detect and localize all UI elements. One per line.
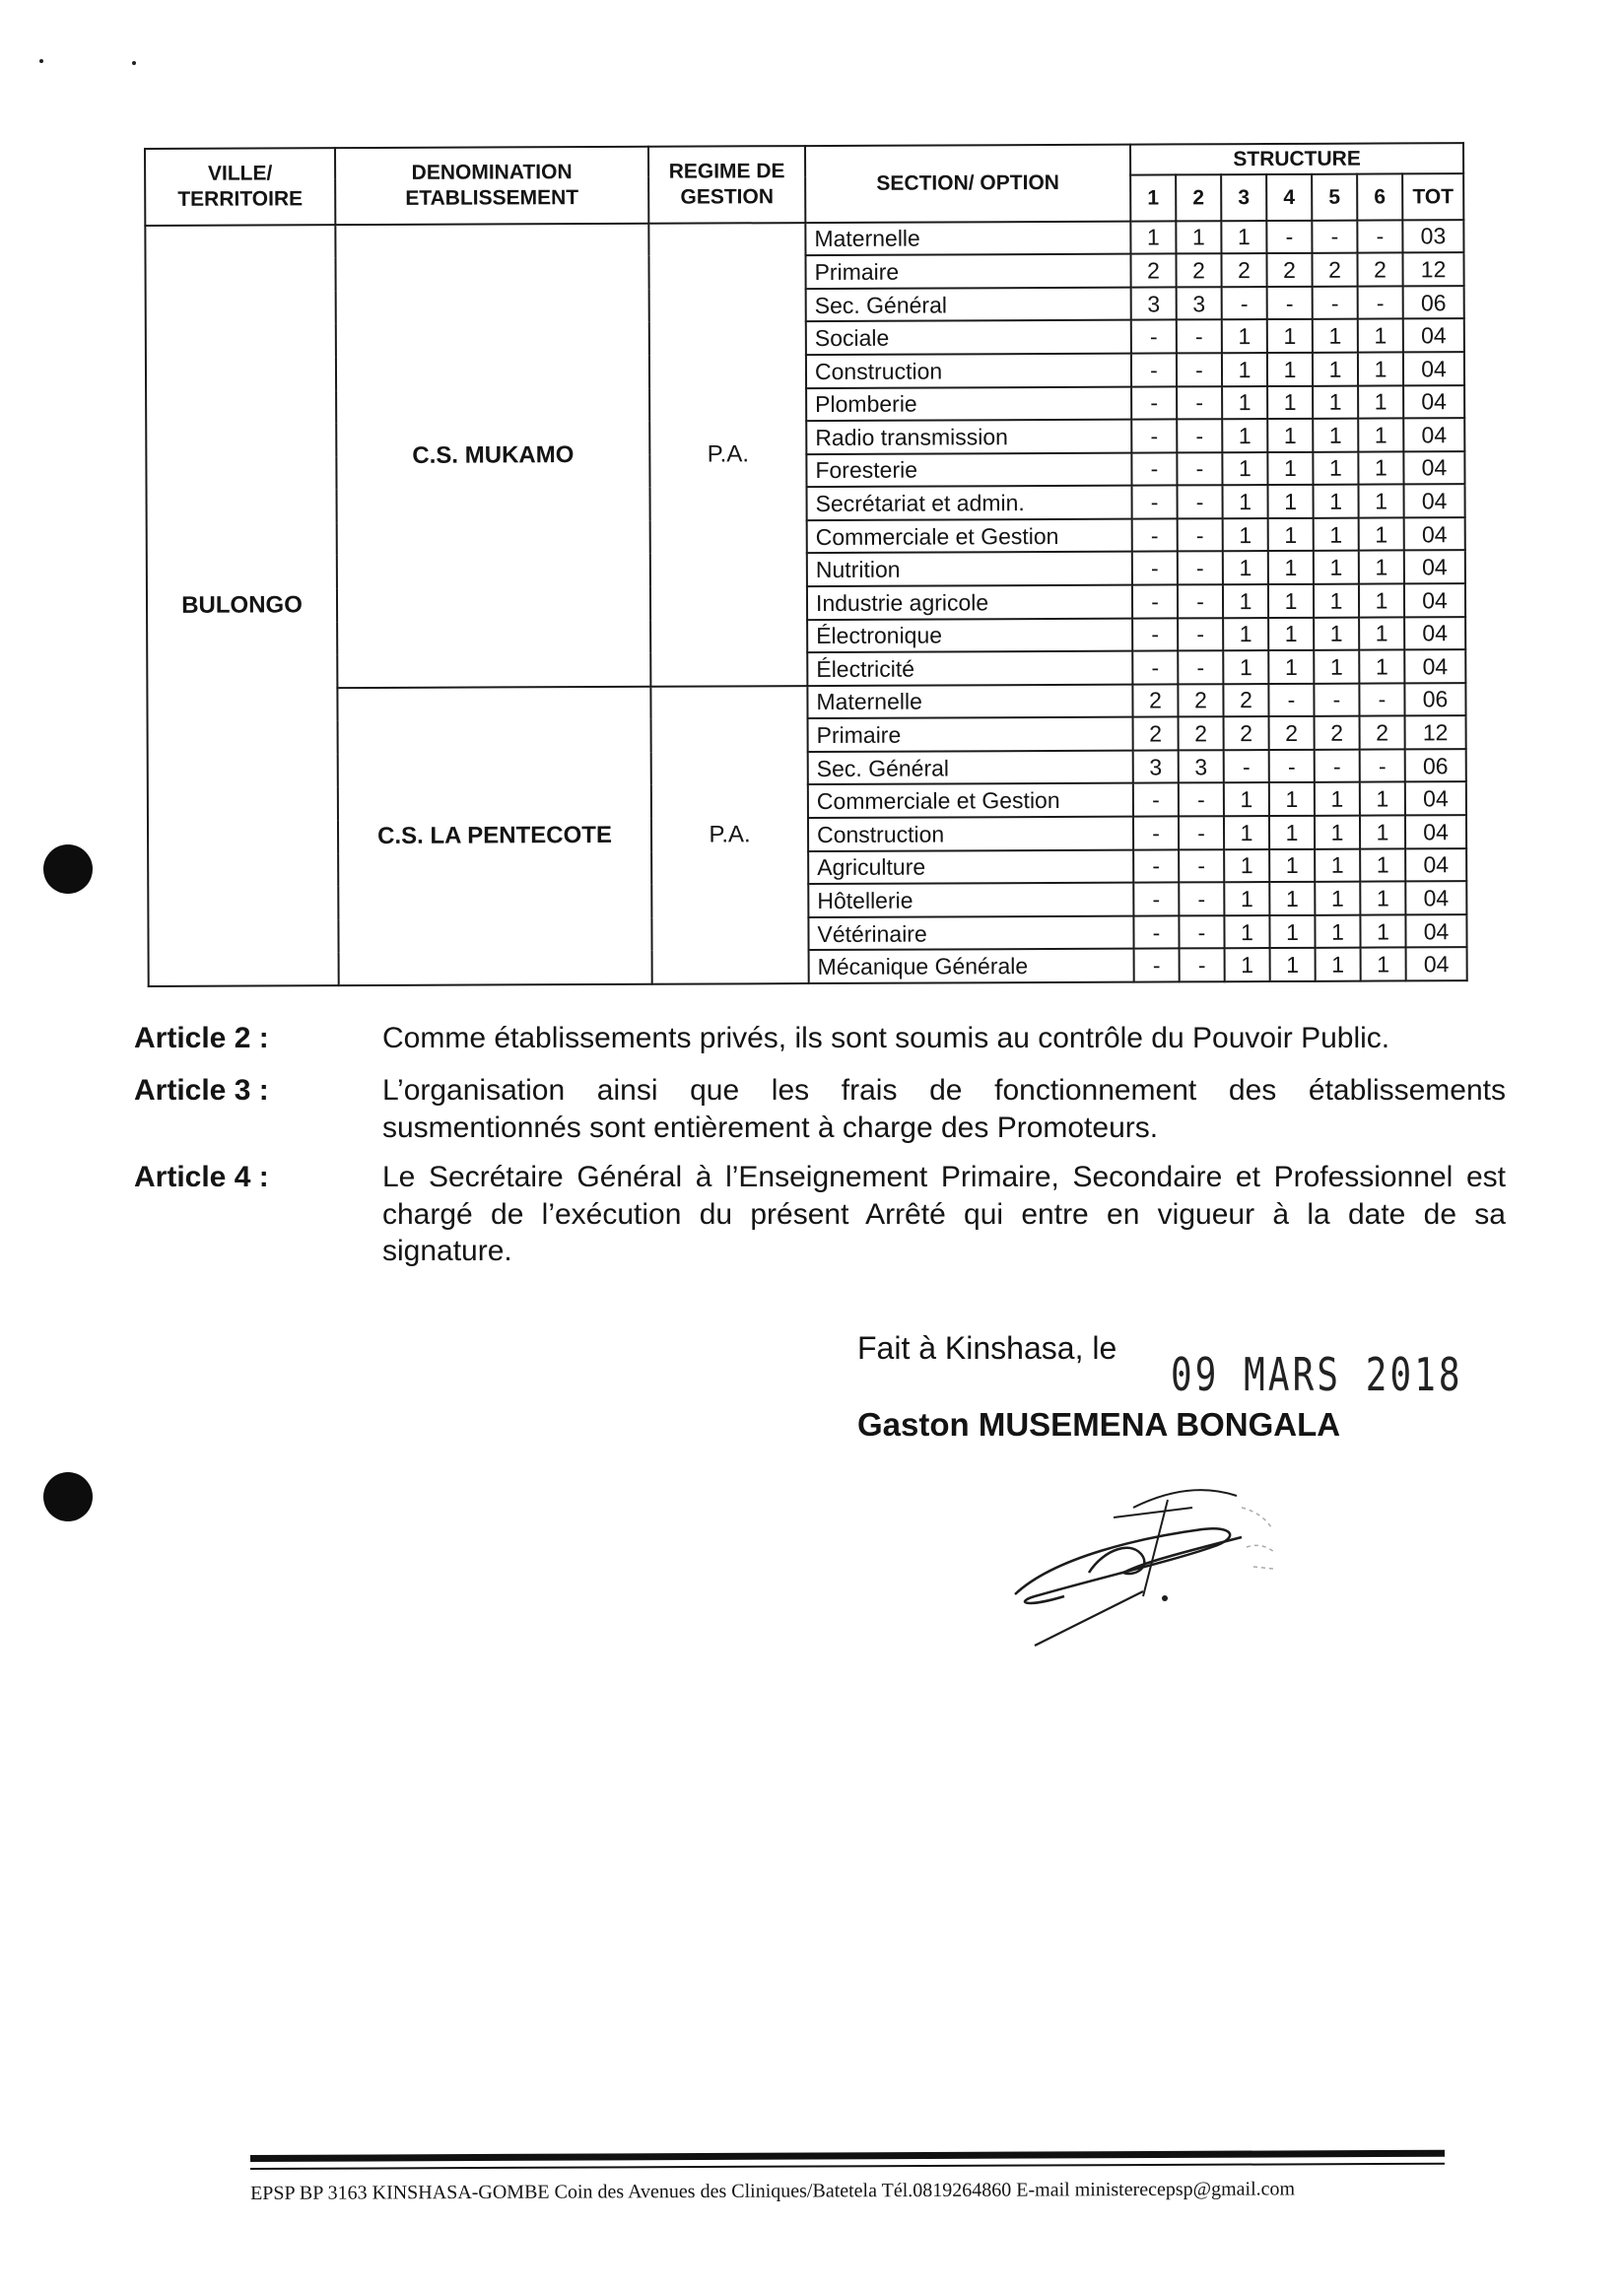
structure-cell: 1 — [1225, 948, 1270, 981]
structure-cell: 2 — [1269, 716, 1315, 750]
structure-cell: - — [1133, 883, 1179, 916]
structure-cell: 1 — [1314, 650, 1359, 684]
structure-cell: - — [1222, 287, 1267, 320]
structure-cell: - — [1132, 552, 1178, 585]
total-cell: 04 — [1404, 551, 1465, 584]
section-cell: Construction — [808, 817, 1133, 851]
article-text: Le Secrétaire Général à l’Enseignement Primaire, Secondaire et Professionnel est chargé de l’exécution du présent Arrêté qui entre en vigueur à la date de sa signature. — [382, 1161, 1506, 1267]
structure-cell: - — [1360, 749, 1405, 782]
structure-cell: 1 — [1267, 319, 1313, 353]
total-cell: 04 — [1404, 583, 1465, 617]
structure-cell: - — [1178, 485, 1223, 518]
section-cell: Commerciale et Gestion — [807, 518, 1132, 553]
structure-cell: 1 — [1313, 419, 1358, 452]
ville-cell: BULONGO — [145, 225, 338, 986]
structure-cell: 2 — [1133, 717, 1179, 751]
structure-cell: 1 — [1315, 914, 1360, 948]
structure-cell: 1 — [1358, 451, 1403, 485]
section-cell: Sec. Général — [806, 287, 1131, 321]
structure-cell: - — [1313, 286, 1358, 319]
regime-cell: P.A. — [648, 223, 807, 687]
section-cell: Plomberie — [806, 386, 1131, 421]
structure-cell: 1 — [1316, 948, 1361, 981]
structure-cell: 1 — [1269, 915, 1315, 949]
structure-cell: - — [1131, 353, 1177, 386]
structure-cell: 2 — [1130, 254, 1176, 288]
structure-cell: 1 — [1130, 221, 1176, 254]
structure-cell: 1 — [1224, 816, 1269, 849]
total-cell: 04 — [1403, 319, 1464, 353]
header-structure-col: 3 — [1221, 174, 1266, 220]
structure-cell: - — [1131, 452, 1177, 486]
punch-hole — [43, 844, 93, 894]
structure-cell: - — [1133, 783, 1179, 817]
section-cell: Électronique — [807, 618, 1132, 652]
structure-cell: - — [1178, 552, 1223, 585]
structure-cell: - — [1177, 353, 1222, 386]
structure-cell: - — [1179, 849, 1224, 883]
section-cell: Maternelle — [805, 221, 1130, 255]
regime-cell: P.A. — [650, 686, 808, 984]
structure-cell: 1 — [1267, 385, 1313, 419]
structure-cell: - — [1134, 949, 1180, 982]
header-denomination: DENOMINATION ETABLISSEMENT — [335, 147, 648, 225]
structure-cell: 1 — [1359, 617, 1404, 650]
article-text: L’organisation ainsi que les frais de fonctionnement des établissements susmentionnés sont entièrement à charge des Promoteurs. — [382, 1074, 1506, 1144]
header-regime: REGIME DE GESTION — [648, 146, 805, 223]
structure-cell: 1 — [1358, 352, 1403, 385]
structure-cell: 3 — [1133, 750, 1179, 783]
signatory-name: Gaston MUSEMENA BONGALA — [857, 1406, 1341, 1443]
total-cell: 06 — [1405, 749, 1466, 782]
structure-cell: - — [1179, 816, 1224, 849]
structure-cell: 1 — [1361, 948, 1406, 981]
structure-cell: - — [1132, 518, 1178, 552]
structure-cell: 2 — [1312, 253, 1357, 287]
structure-cell: - — [1359, 683, 1404, 716]
structure-cell: 1 — [1223, 518, 1268, 552]
header-structure-col: 6 — [1357, 174, 1402, 220]
structure-cell: - — [1358, 286, 1403, 319]
header-structure-col: TOT — [1402, 174, 1463, 220]
section-cell: Primaire — [805, 254, 1130, 289]
section-cell: Électricité — [807, 651, 1132, 686]
structure-cell: 2 — [1179, 717, 1224, 751]
structure-cell: 2 — [1221, 253, 1266, 287]
total-cell: 12 — [1402, 252, 1463, 286]
structure-cell: 1 — [1313, 353, 1358, 386]
structure-cell: 2 — [1132, 684, 1178, 717]
structure-cell: - — [1312, 220, 1357, 253]
structure-cell: - — [1178, 584, 1223, 618]
structure-cell: 1 — [1315, 816, 1360, 849]
structure-cell: 1 — [1358, 419, 1403, 452]
punch-hole — [43, 1472, 93, 1521]
structure-cell: - — [1178, 650, 1223, 684]
structure-cell: 1 — [1358, 385, 1403, 419]
header-section: SECTION/ OPTION — [805, 145, 1130, 223]
date-stamp: 09 MARS 2018 — [1171, 1348, 1463, 1401]
total-cell: 04 — [1405, 815, 1466, 848]
total-cell: 04 — [1404, 517, 1465, 551]
section-cell: Secrétariat et admin. — [807, 486, 1132, 520]
structure-cell: 1 — [1223, 584, 1268, 618]
structure-cell: 3 — [1179, 750, 1224, 783]
structure-cell: - — [1179, 783, 1224, 817]
structure-cell: 1 — [1359, 551, 1404, 584]
footer-rule-thin — [250, 2163, 1445, 2170]
structure-cell: 2 — [1178, 684, 1223, 717]
structure-cell: 1 — [1222, 353, 1267, 386]
structure-cell: 2 — [1360, 716, 1405, 750]
structure-cell: 2 — [1357, 253, 1402, 287]
school-structure-table — [144, 142, 1466, 987]
total-cell: 03 — [1402, 220, 1463, 253]
scan-speck — [132, 61, 136, 65]
structure-cell: 1 — [1268, 518, 1314, 552]
structure-cell: 1 — [1313, 319, 1358, 353]
structure-cell: - — [1269, 750, 1315, 783]
structure-cell: 1 — [1223, 650, 1268, 684]
structure-cell: 1 — [1315, 848, 1360, 882]
structure-cell: - — [1315, 750, 1360, 783]
structure-cell: 1 — [1267, 452, 1313, 486]
structure-cell: 1 — [1314, 584, 1359, 618]
structure-cell: - — [1178, 618, 1223, 651]
article-text: Comme établissements privés, ils sont soumis au contrôle du Pouvoir Public. — [382, 1022, 1390, 1054]
structure-cell: - — [1131, 420, 1177, 453]
structure-cell: 2 — [1224, 716, 1269, 750]
scan-speck — [39, 59, 43, 63]
structure-cell: 2 — [1315, 716, 1360, 750]
structure-cell: 1 — [1222, 386, 1267, 420]
structure-cell: - — [1266, 220, 1312, 253]
section-cell: Foresterie — [806, 452, 1131, 487]
article-label: Article 2 : — [134, 1022, 269, 1054]
structure-cell: 1 — [1222, 319, 1267, 353]
footer-rule — [250, 2150, 1445, 2162]
header-structure-col: 2 — [1176, 175, 1221, 221]
structure-cell: 1 — [1314, 485, 1359, 518]
structure-cell: 1 — [1269, 848, 1315, 882]
total-cell: 12 — [1405, 715, 1466, 749]
total-cell: 04 — [1405, 881, 1466, 914]
total-cell: 04 — [1406, 948, 1467, 981]
article-label: Article 3 : — [134, 1074, 269, 1107]
structure-cell: - — [1133, 849, 1179, 883]
establishment-name: C.S. MUKAMO — [335, 223, 650, 687]
structure-cell: - — [1133, 915, 1179, 949]
establishment-name: C.S. LA PENTECOTE — [337, 686, 651, 985]
structure-cell: 1 — [1268, 551, 1314, 584]
structure-cell: 1 — [1221, 221, 1266, 254]
structure-cell: - — [1177, 419, 1222, 452]
handwritten-signature — [995, 1478, 1291, 1655]
structure-cell: 1 — [1224, 849, 1269, 883]
structure-cell: - — [1177, 386, 1222, 420]
structure-cell: 1 — [1223, 485, 1268, 518]
section-cell: Vétérinaire — [808, 915, 1133, 950]
structure-cell: 1 — [1315, 782, 1360, 816]
structure-cell: - — [1177, 452, 1222, 486]
structure-cell: 1 — [1223, 618, 1268, 651]
structure-cell: - — [1132, 618, 1178, 651]
structure-cell: - — [1179, 915, 1224, 949]
structure-cell: 1 — [1224, 882, 1269, 915]
structure-cell: 1 — [1313, 451, 1358, 485]
section-cell: Construction — [806, 354, 1131, 388]
structure-cell: 1 — [1267, 419, 1313, 452]
structure-cell: 3 — [1131, 287, 1177, 320]
total-cell: 04 — [1405, 782, 1466, 816]
structure-cell: - — [1178, 518, 1223, 552]
structure-cell: 1 — [1313, 385, 1358, 419]
structure-cell: 1 — [1176, 221, 1221, 254]
structure-cell: 1 — [1314, 617, 1359, 650]
total-cell: 06 — [1403, 286, 1464, 319]
structure-cell: - — [1132, 584, 1178, 618]
section-cell: Industrie agricole — [807, 585, 1132, 620]
structure-cell: - — [1179, 882, 1224, 915]
section-cell: Sociale — [806, 320, 1131, 355]
structure-cell: 1 — [1359, 485, 1404, 518]
total-cell: 04 — [1403, 418, 1464, 451]
structure-cell: - — [1131, 386, 1177, 420]
structure-cell: 1 — [1223, 551, 1268, 584]
structure-cell: 1 — [1269, 882, 1315, 915]
section-cell: Primaire — [808, 717, 1133, 752]
structure-cell: - — [1224, 750, 1269, 783]
structure-cell: 1 — [1224, 782, 1269, 816]
structure-cell: 1 — [1268, 485, 1314, 518]
total-cell: 04 — [1404, 617, 1465, 650]
total-cell: 04 — [1405, 914, 1466, 948]
structure-cell: 1 — [1222, 419, 1267, 452]
header-structure: STRUCTURE — [1130, 143, 1463, 175]
article-label: Article 4 : — [134, 1161, 269, 1193]
structure-cell: - — [1131, 320, 1177, 354]
structure-cell: 1 — [1360, 882, 1405, 915]
structure-cell: 2 — [1223, 684, 1268, 717]
section-cell: Radio transmission — [806, 420, 1131, 454]
structure-cell: - — [1267, 287, 1313, 320]
structure-cell: 2 — [1266, 253, 1312, 287]
structure-cell: 1 — [1269, 816, 1315, 849]
structure-cell: - — [1314, 683, 1359, 716]
structure-cell: - — [1132, 486, 1178, 519]
structure-cell: 1 — [1359, 517, 1404, 551]
structure-cell: - — [1132, 651, 1178, 685]
structure-cell: 1 — [1314, 551, 1359, 584]
total-cell: 04 — [1405, 848, 1466, 882]
structure-cell: 1 — [1360, 848, 1405, 882]
total-cell: 04 — [1404, 649, 1465, 683]
structure-cell: - — [1268, 684, 1314, 717]
structure-cell: 1 — [1222, 452, 1267, 486]
structure-grid — [144, 142, 1468, 987]
section-cell: Mécanique Générale — [809, 949, 1134, 983]
structure-cell: 1 — [1224, 915, 1269, 949]
section-cell: Sec. Général — [808, 751, 1133, 785]
total-cell: 04 — [1404, 484, 1465, 517]
header-structure-col: 5 — [1312, 174, 1357, 220]
structure-cell: 1 — [1360, 815, 1405, 848]
structure-cell: 1 — [1270, 948, 1316, 981]
structure-cell: 2 — [1176, 253, 1221, 287]
structure-cell: 1 — [1268, 617, 1314, 650]
structure-cell: 1 — [1315, 882, 1360, 915]
header-ville: VILLE/ TERRITOIRE — [145, 148, 335, 225]
section-cell: Hôtellerie — [808, 883, 1133, 917]
header-structure-col: 4 — [1266, 174, 1312, 220]
structure-cell: 3 — [1177, 287, 1222, 320]
structure-cell: 1 — [1268, 650, 1314, 684]
section-cell: Maternelle — [807, 684, 1132, 718]
total-cell: 04 — [1403, 451, 1464, 485]
section-cell: Commerciale et Gestion — [808, 783, 1133, 818]
structure-cell: 1 — [1360, 782, 1405, 816]
section-cell: Nutrition — [807, 552, 1132, 586]
structure-cell: - — [1357, 220, 1402, 253]
section-cell: Agriculture — [808, 849, 1133, 884]
structure-cell: 1 — [1269, 782, 1315, 816]
structure-cell: 1 — [1358, 319, 1403, 353]
structure-cell: - — [1133, 816, 1179, 849]
structure-cell: - — [1180, 949, 1225, 982]
structure-cell: 1 — [1268, 584, 1314, 618]
place-line: Fait à Kinshasa, le — [857, 1330, 1117, 1366]
structure-cell: 1 — [1314, 517, 1359, 551]
header-structure-col: 1 — [1130, 175, 1176, 221]
total-cell: 04 — [1403, 352, 1464, 385]
structure-cell: 1 — [1359, 583, 1404, 617]
total-cell: 06 — [1404, 683, 1465, 716]
structure-cell: - — [1177, 320, 1222, 354]
footer-address: EPSP BP 3163 KINSHASA-GOMBE Coin des Avenues des Cliniques/Batetela Tél.0819264860 E-mail ministerecepsp@gmail.com — [250, 2178, 1296, 2204]
total-cell: 04 — [1403, 385, 1464, 419]
structure-cell: 1 — [1359, 650, 1404, 684]
structure-cell: 1 — [1267, 353, 1313, 386]
structure-cell: 1 — [1360, 914, 1405, 948]
